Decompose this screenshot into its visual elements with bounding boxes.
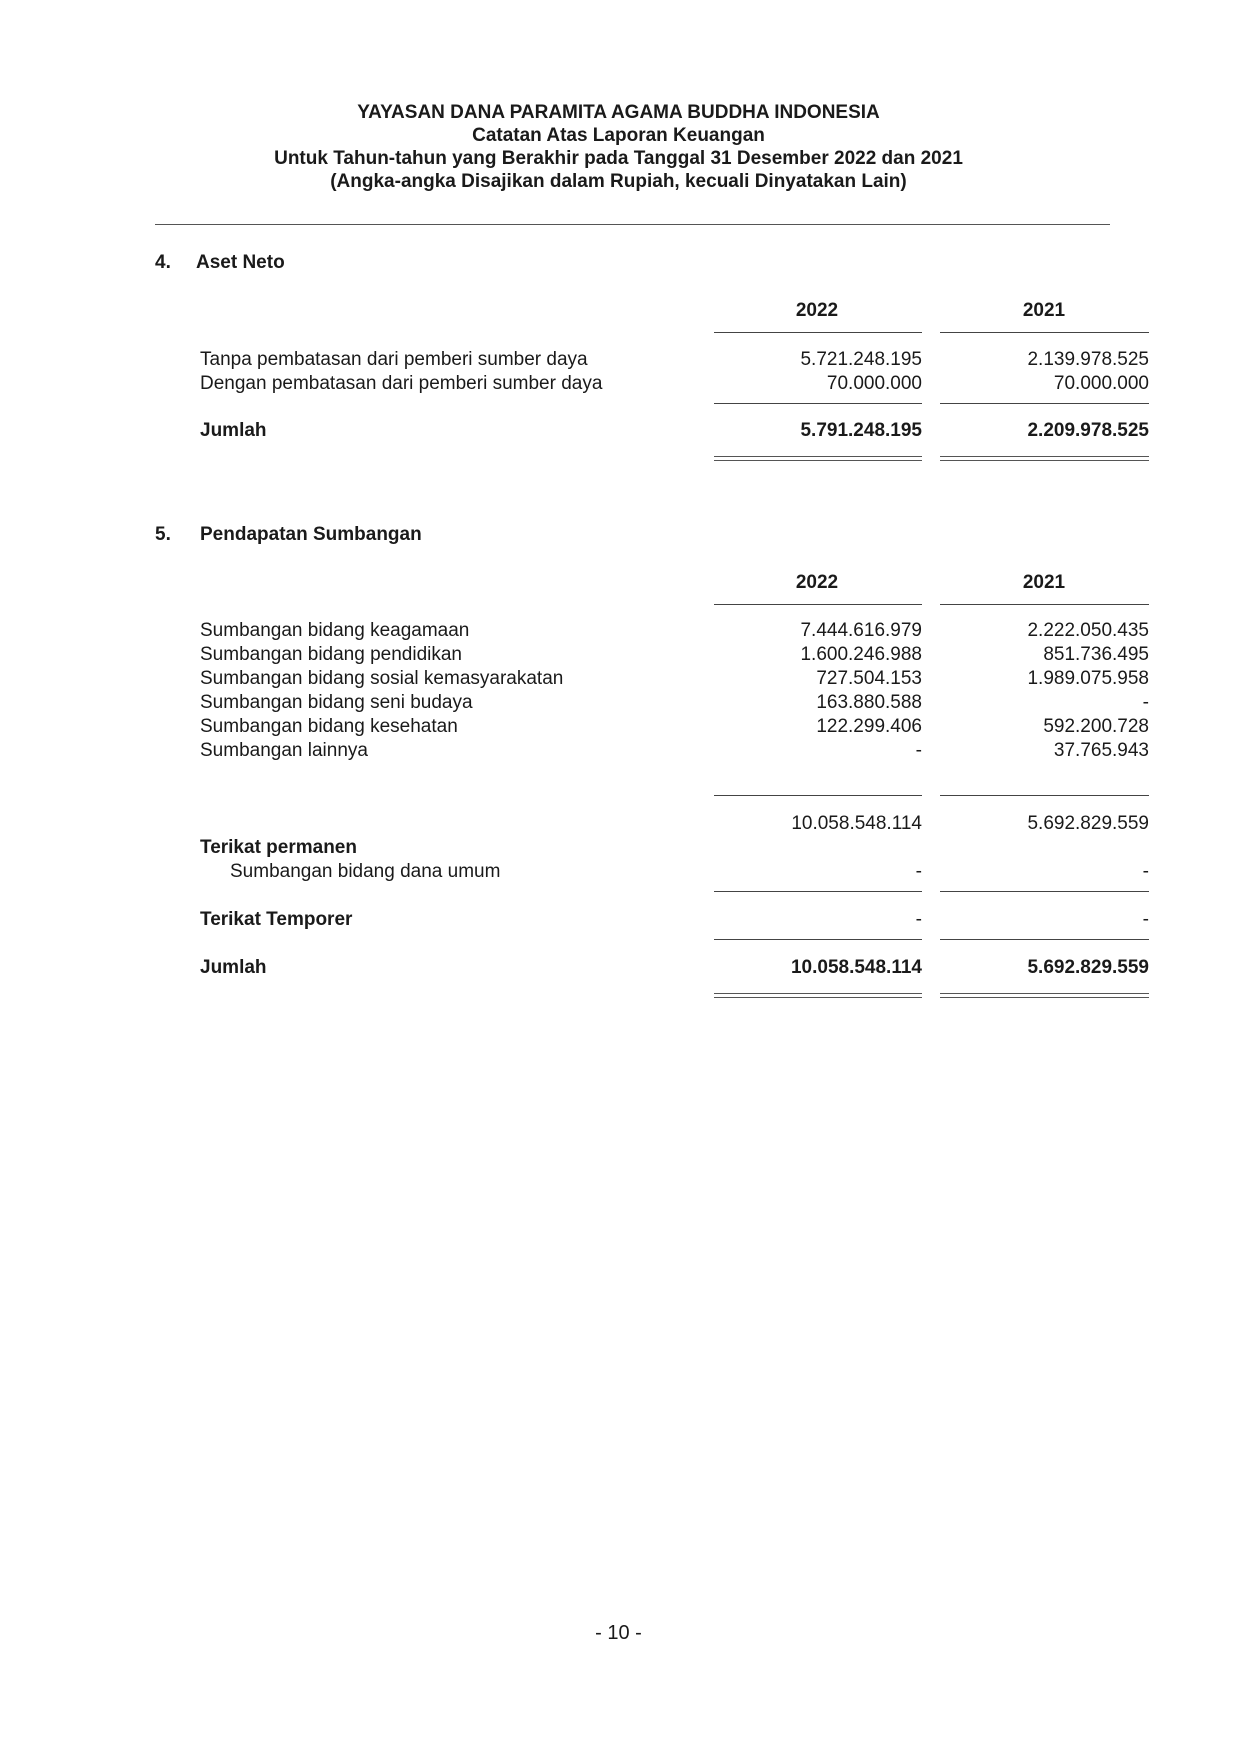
value-2022: 70.000.000 [826,373,922,394]
total-2022: 10.058.548.114 [790,957,922,978]
subtotal-2022: 10.058.548.114 [791,813,922,834]
subtotal-rule [940,939,1149,940]
row-label: Sumbangan bidang kesehatan [200,716,458,737]
value-2022: 727.504.153 [816,668,922,689]
total-2021: 2.209.978.525 [1027,420,1149,441]
value-2022: - [915,740,922,761]
value-2022: - [915,909,922,930]
row-label: Dengan pembatasan dari pemberi sumber daya [200,373,603,394]
row-label: Sumbangan bidang seni budaya [200,692,473,713]
subtotal-rule [940,795,1149,796]
double-underline [940,456,1149,461]
column-header-2021: 2021 [1022,572,1066,593]
value-2021: 851.736.495 [1043,644,1149,665]
period-statement: Untuk Tahun-tahun yang Berakhir pada Tanggal 31 Desember 2022 dan 2021 [274,148,963,169]
column-rule [714,604,922,605]
value-2021: 2.139.978.525 [1027,349,1149,370]
section-number: 4. [155,252,171,273]
value-2021: - [1142,909,1149,930]
subtotal-rule [940,891,1149,892]
double-underline [714,456,922,461]
row-label: Sumbangan bidang pendidikan [200,644,462,665]
document-title: Catatan Atas Laporan Keuangan [472,125,765,146]
total-2021: 5.692.829.559 [1027,957,1149,978]
organization-name: YAYASAN DANA PARAMITA AGAMA BUDDHA INDONESIA [357,102,880,123]
value-2021: 2.222.050.435 [1027,620,1149,641]
value-2021: 70.000.000 [1053,373,1149,394]
row-label: Sumbangan lainnya [200,740,368,761]
permanent-restricted-label: Terikat permanen [200,837,357,858]
value-2021: - [1142,861,1149,882]
header-divider [155,224,1110,225]
column-header-2022: 2022 [795,572,839,593]
double-underline [940,993,1149,998]
column-rule [940,604,1149,605]
subtotal-2021: 5.692.829.559 [1027,813,1149,834]
currency-note: (Angka-angka Disajikan dalam Rupiah, kecuali Dinyatakan Lain) [330,171,907,192]
value-2022: - [915,861,922,882]
value-2022: 122.299.406 [816,716,922,737]
page-number: - 10 - [595,1622,642,1644]
total-label: Jumlah [200,957,267,978]
value-2021: 1.989.075.958 [1027,668,1149,689]
total-2022: 5.791.248.195 [800,420,922,441]
total-label: Jumlah [200,420,267,441]
subtotal-rule [714,403,922,404]
column-header-2022: 2022 [795,300,839,321]
column-rule [714,332,922,333]
column-header-2021: 2021 [1022,300,1066,321]
row-label: Sumbangan bidang dana umum [230,861,501,882]
value-2022: 7.444.616.979 [800,620,922,641]
value-2021: 37.765.943 [1053,740,1149,761]
value-2022: 5.721.248.195 [800,349,922,370]
subtotal-rule [940,403,1149,404]
value-2021: - [1142,692,1149,713]
subtotal-rule [714,891,922,892]
value-2022: 1.600.246.988 [800,644,922,665]
temporary-restricted-label: Terikat Temporer [200,909,353,930]
section-number: 5. [155,524,171,545]
value-2021: 592.200.728 [1043,716,1149,737]
value-2022: 163.880.588 [816,692,922,713]
subtotal-rule [714,795,922,796]
row-label: Sumbangan bidang sosial kemasyarakatan [200,668,564,689]
double-underline [714,993,922,998]
subtotal-rule [714,939,922,940]
row-label: Tanpa pembatasan dari pemberi sumber daya [200,349,588,370]
section-title: Pendapatan Sumbangan [200,524,422,545]
column-rule [940,332,1149,333]
row-label: Sumbangan bidang keagamaan [200,620,470,641]
section-title: Aset Neto [196,252,285,273]
